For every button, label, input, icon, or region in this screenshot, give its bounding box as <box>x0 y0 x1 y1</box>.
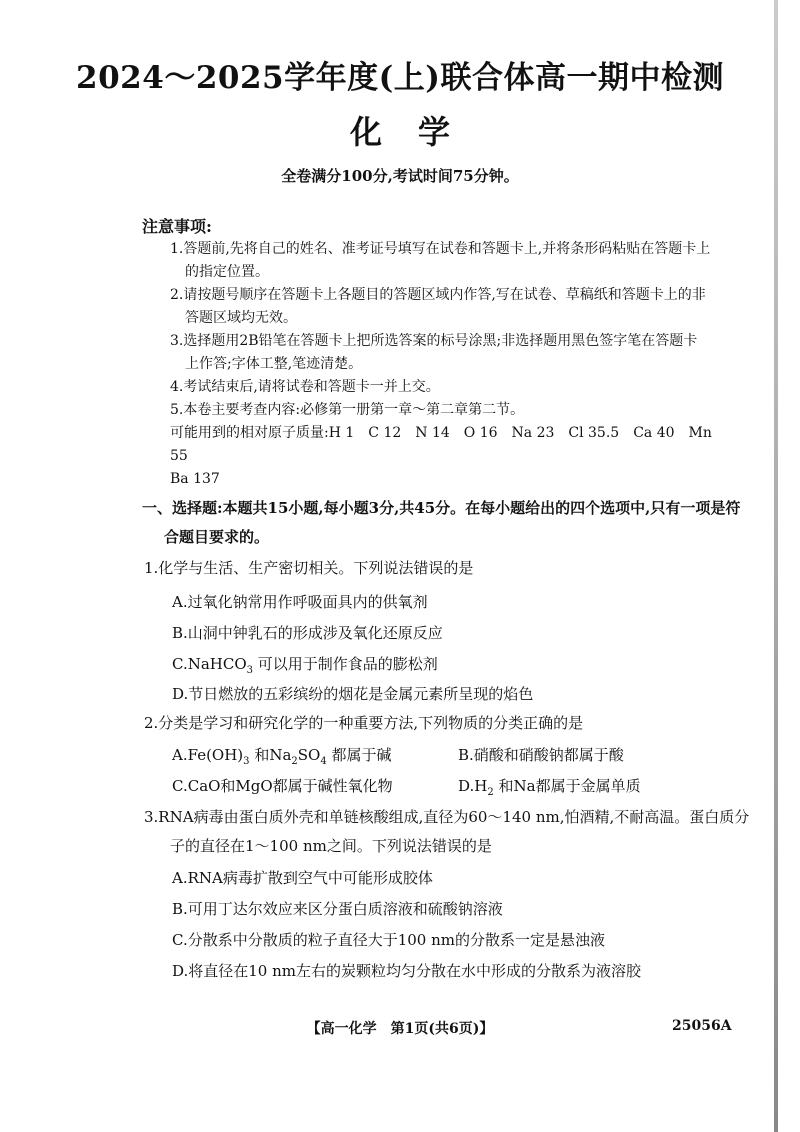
question-2-option-b: B.硝酸和硝酸钠都属于酸 <box>458 746 624 764</box>
section-heading-line1: 一、选择题:本题共15小题,每小题3分,共45分。在每小题给出的四个选项中,只有一项是符 <box>142 499 741 517</box>
scan-edge-shadow <box>774 0 778 1132</box>
notice-item-3 <box>170 330 730 376</box>
notice-item-1-line2: 的指定位置。 <box>185 264 269 280</box>
q1-c-part1: C.NaHCO <box>172 655 247 673</box>
atomic-masses <box>170 422 730 491</box>
notice-item-4-line1: 4.考试结束后,请将试卷和答题卡一并上交。 <box>170 379 440 395</box>
footer-paper-code: 25056A <box>672 1018 732 1034</box>
question-1-option-c <box>172 653 438 676</box>
q1-c-sub: 3 <box>246 665 254 676</box>
notice-item-3-line1: 3.选择题用2B铅笔在答题卡上把所选答案的标号涂黑;非选择题用黑色签字笔在答题卡 <box>170 333 698 349</box>
q1-c-part2: 可以用于制作食品的膨松剂 <box>257 655 438 673</box>
exam-meta: 全卷满分100分,考试时间75分钟。 <box>281 167 519 185</box>
notice-item-2-line1: 2.请按题号顺序在答题卡上各题目的答题区域内作答,写在试卷、草稿纸和答题卡上的非 <box>170 287 706 303</box>
question-1-option-d: D.节日燃放的五彩缤纷的烟花是金属元素所呈现的焰色 <box>172 685 534 703</box>
subject-title: 化学 <box>349 113 486 151</box>
atomic-masses-line1: 可能用到的相对原子质量:H 1 C 12 N 14 O 16 Na 23 Cl 35.5 Ca 40 Mn 55 <box>170 425 712 464</box>
notice-item-1 <box>170 238 730 284</box>
question-3-option-d: D.将直径在10 nm左右的炭颗粒均匀分散在水中形成的分散系为液溶胶 <box>172 962 642 980</box>
q2-a-part1: A.Fe(OH) <box>172 746 244 764</box>
notice-list <box>170 238 730 491</box>
notice-item-3-line2: 上作答;字体工整,笔迹清楚。 <box>185 356 363 372</box>
notice-item-5 <box>170 399 730 422</box>
q2-d-part1: D.H <box>458 777 488 795</box>
question-3-option-a: A.RNA病毒扩散到空气中可能形成胶体 <box>172 869 433 887</box>
exam-title: 2024～2025学年度(上)联合体高一期中检测 <box>76 60 724 96</box>
question-2-stem: 2.分类是学习和研究化学的一种重要方法,下列物质的分类正确的是 <box>144 714 584 732</box>
question-2-option-c: C.CaO和MgO都属于碱性氧化物 <box>172 777 393 795</box>
section-heading <box>142 494 742 552</box>
atomic-masses-line2: Ba 137 <box>170 471 220 487</box>
notice-heading: 注意事项: <box>142 217 212 236</box>
question-1-stem: 1.化学与生活、生产密切相关。下列说法错误的是 <box>144 559 474 577</box>
q2-a-part3: SO <box>297 746 321 764</box>
q2-d-part2: 和Na都属于金属单质 <box>498 777 641 795</box>
question-2-option-d <box>458 775 641 798</box>
question-2-option-a <box>172 744 392 767</box>
q2-a-part4: 都属于碱 <box>331 746 392 764</box>
question-3-stem <box>144 803 764 861</box>
section-heading-line2: 合题目要求的。 <box>164 528 270 546</box>
q2-a-sub1: 3 <box>243 756 250 767</box>
q2-a-sub2: 2 <box>291 756 298 767</box>
notice-item-2 <box>170 284 730 330</box>
notice-item-5-line1: 5.本卷主要考查内容:必修第一册第一章～第二章第二节。 <box>170 402 525 418</box>
question-1-option-b: B.山洞中钟乳石的形成涉及氧化还原反应 <box>172 624 443 642</box>
notice-item-1-line1: 1.答题前,先将自己的姓名、准考证号填写在试卷和答题卡上,并将条形码粘贴在答题卡上 <box>170 241 711 257</box>
q2-d-sub1: 2 <box>487 787 494 798</box>
question-3-option-b: B.可用丁达尔效应来区分蛋白质溶液和硫酸钠溶液 <box>172 900 503 918</box>
q2-a-sub3: 4 <box>320 756 327 767</box>
q2-a-part2: 和Na <box>254 746 292 764</box>
notice-item-4 <box>170 376 730 399</box>
question-3-option-c: C.分散系中分散质的粒子直径大于100 nm的分散系一定是悬浊液 <box>172 931 605 949</box>
question-1-option-a: A.过氧化钠常用作呼吸面具内的供氧剂 <box>172 593 428 611</box>
question-3-stem-line1: 3.RNA病毒由蛋白质外壳和单链核酸组成,直径为60～140 nm,怕酒精,不耐高温。蛋白质分 <box>144 808 750 826</box>
question-3-stem-line2: 子的直径在1～100 nm之间。下列说法错误的是 <box>170 837 492 855</box>
notice-item-2-line2: 答题区域均无效。 <box>185 310 297 326</box>
footer-page-info: 【高一化学 第1页(共6页)】 <box>306 1021 494 1037</box>
